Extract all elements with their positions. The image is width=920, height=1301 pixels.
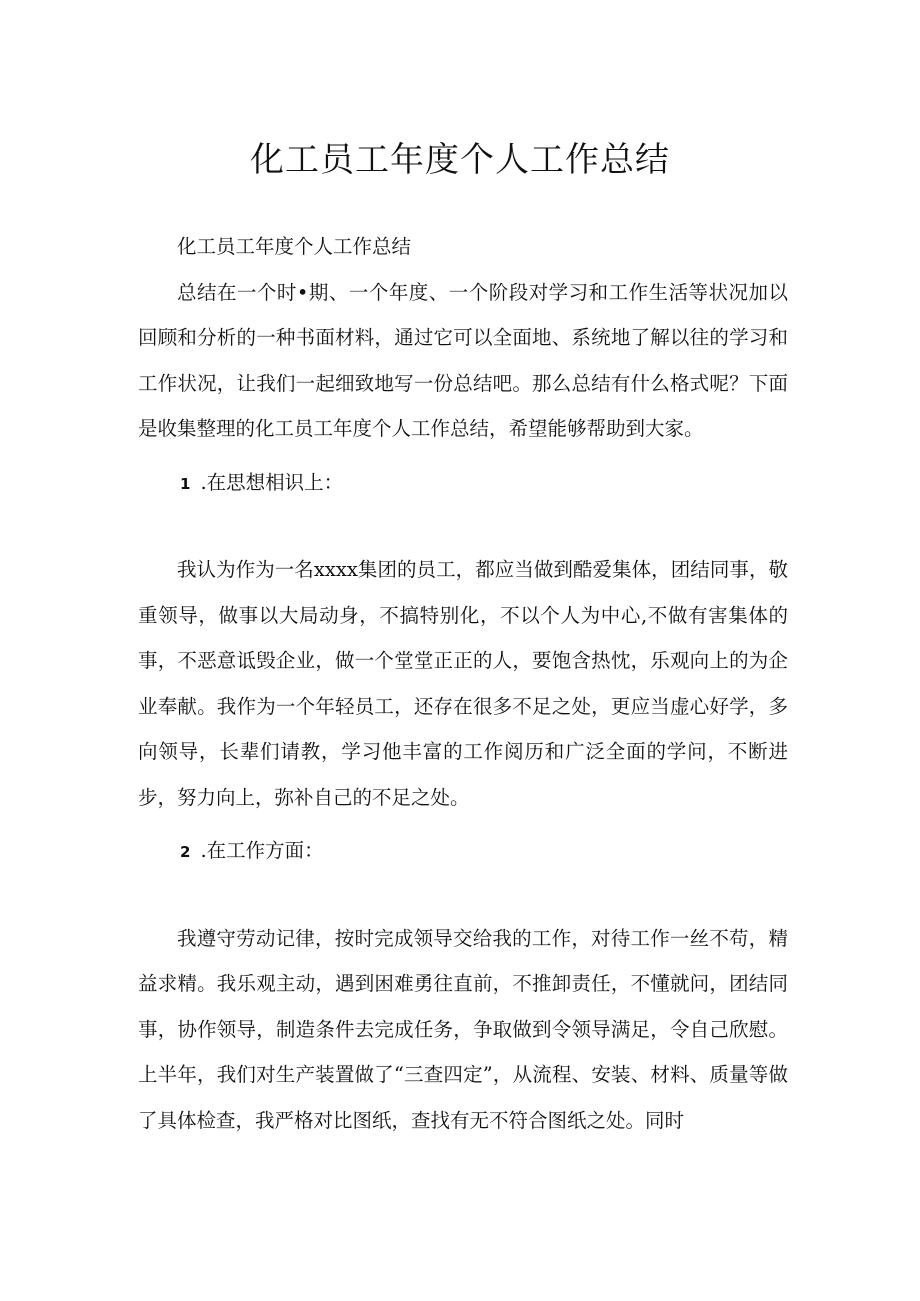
section-1-number: 1: [180, 474, 191, 493]
section-2-heading-text: .在工作方面：: [200, 839, 324, 862]
document-title: 化工员工年度个人工作总结: [250, 140, 670, 180]
spacer: [138, 876, 788, 916]
subtitle: 化工员工年度个人工作总结: [177, 235, 412, 258]
spacer: [138, 507, 788, 547]
intro-paragraph: 总结在一个时•期、一个年度、一个阶段对学习和工作生活等状况加以回顾和分析的一种书面材料，通过它可以全面地、系统地了解以往的学习和工作状况，让我们一起细致地写一份总结吧。那么总结有什么格式呢？下面是收集整理的化工员工年度个人工作总结，希望能够帮助到大家。: [138, 280, 788, 440]
section-2-number: 2: [180, 843, 191, 861]
section-1-heading-text: .在思想相识上：: [200, 470, 344, 494]
section-1-paragraph: 我认为作为一名xxxx集团的员工，都应当做到酷爱集体，团结同事，敬重领导，做事以大局动身，不搞特别化，不以个人为中心,不做有害集体的事，不恶意诋毁企业，做一个堂堂正正的人，要饱含热忱，乐观向上的为企业奉献。我作为一个年轻员工，还存在很多不足之处，更应当虚心好学，多向领导，长辈们请教，学习他丰富的工作阅历和广泛全面的学问，不断进步，努力向上，弥补自己的不足之处。: [138, 558, 788, 809]
section-2-heading: [138, 828, 788, 876]
document-body: [138, 224, 788, 1143]
section-1-heading: [138, 460, 788, 508]
section-2-paragraph: 我遵守劳动记律，按时完成领导交给我的工作，对待工作一丝不苟，精益求精。我乐观主动，遇到困难勇往直前，不推卸责任，不懂就问，团结同事，协作领导，制造条件去完成任务，争取做到令领导满足，令自己欣慰。上半年，我们对生产装置做了“三查四定”，从流程、安装、材料、质量等做了具体检查，我严格对比图纸，查找有无不符合图纸之处。同时: [138, 926, 788, 1132]
